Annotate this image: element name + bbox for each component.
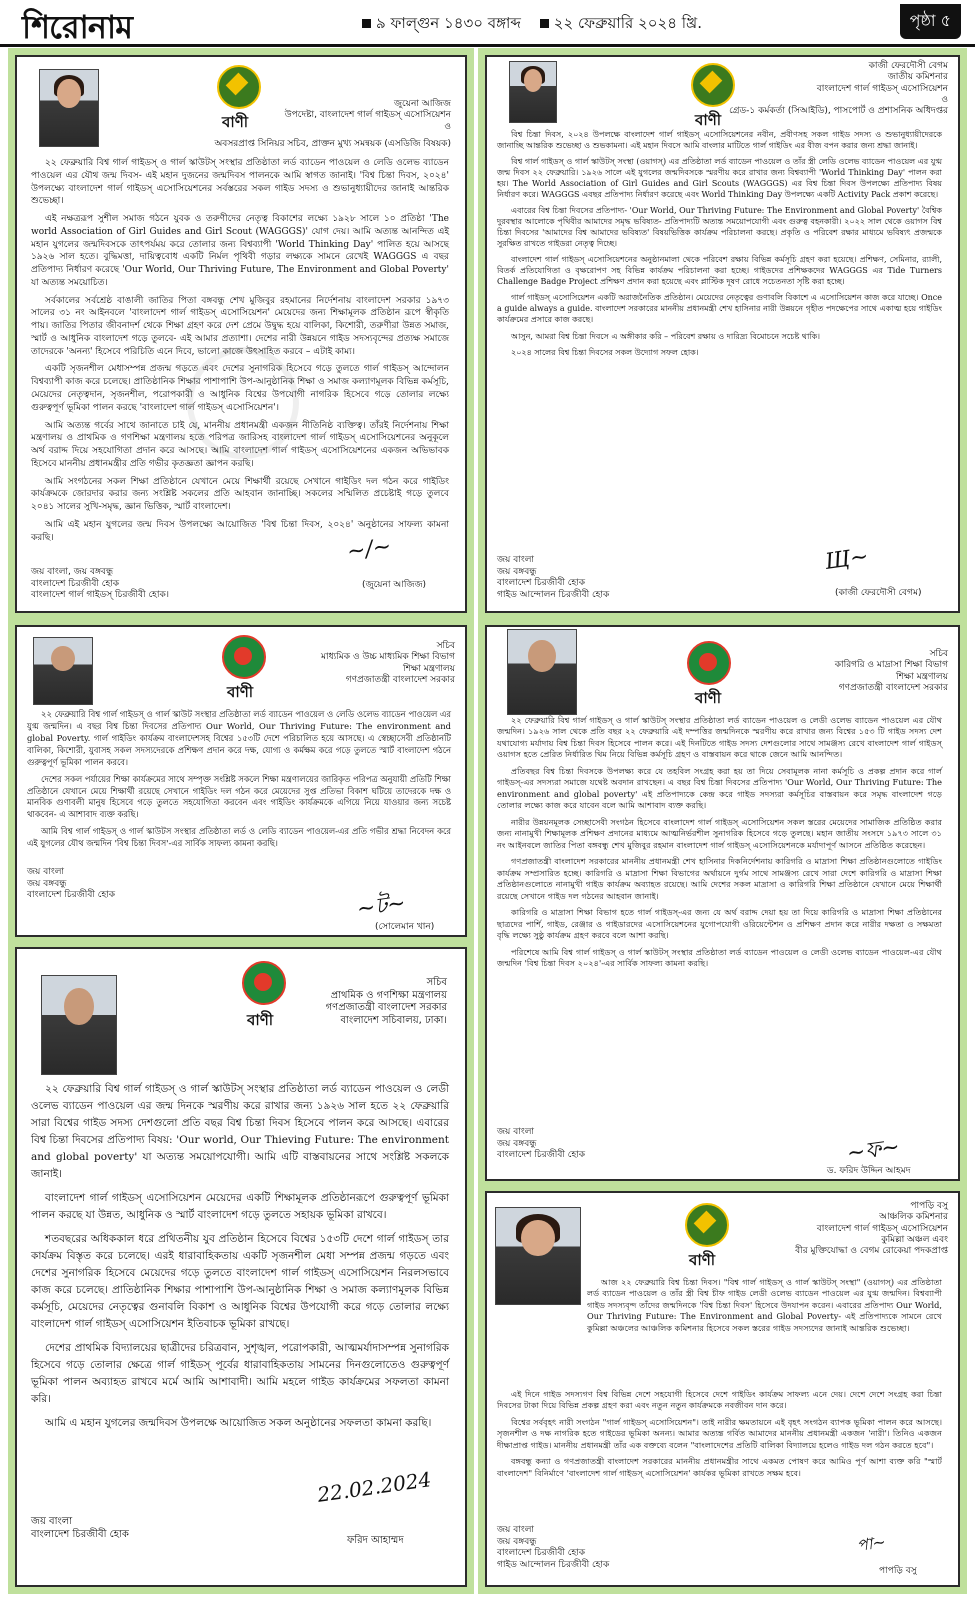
page-number: পৃষ্ঠা ৫ — [900, 4, 961, 39]
author-ministry: প্রাথমিক ও গণশিক্ষা মন্ত্রণালয় — [330, 989, 447, 1001]
paragraph: দেশের সকল পর্যায়ের শিক্ষা কার্যক্রমের সাথে সম্পৃক্ত সংশ্লিষ্ট সকলে শিক্ষা মন্ত্রণালয়ের জারিকৃত পরিপত্র অনুযায়ী প্রতিটি শিক্ষা প্রতিষ্ঠানে যেখানে মেয়ে শিক্ষার্থী রয়েছে সেখানে গাইডিং দল গঠন করে মেয়েদের সুপ্ত প্রতিভা বিকাশ ঘটিয়ে তাদেরকে দক্ষ ও মানবিক গুণাবলী মানুষ হিসেবে গড়ে তুলতে সহযোগিতা করবেন এবং গাইডিং কার্যক্রমকে এগিয়ে নিয়ে যাওয়ার জন্য সচেষ্ট থাকবেন- এ আশাবাদ ব্যক্ত করছি। — [27, 773, 451, 820]
author-ministry: শিক্ষা মন্ত্রণালয় — [403, 663, 455, 674]
closing-line: জয় বঙ্গবন্ধু — [27, 878, 67, 889]
message-card-1 — [8, 48, 474, 620]
closing-lines — [497, 1127, 585, 1162]
signature-scribble: ~/~ — [345, 534, 393, 565]
bullet-icon — [540, 19, 549, 28]
author-government: গণপ্রজাতন্ত্রী বাংলাদেশ সরকার — [838, 682, 948, 693]
paragraph: আমি এ মহান যুগলের জন্মদিবস উপলক্ষে আয়োজিত সকল অনুষ্ঠানের সফলতা কামনা করছি। — [45, 1417, 432, 1429]
paragraph: এবারের বিশ্ব চিন্তা দিবসের প্রতিপাদ্য- 'Our World, Our Thriving Future: The Environment and Global Poverty' বৈশ্বিক দুরবস্থার আলোকে পৃথিবীর আমাদের সমৃদ্ধ ভবিষ্যত- প্রতিপাদ্যটি অত্যন্ত সময়োপযোগী এবং গুরুত্ব বহনকারী। ২০২২ সাল থেকে ওয়াগস বিশ্ব চিন্তা দিবসের 'আমাদের বিশ্ব আমাদের ভবিষ্যত' বিষয়ভিত্তিক কার্যক্রম পরিচালনা করছে। প্রকৃতি ও পরিবেশ রক্ষার মাধ্যমে ভবিষ্যৎ প্রজন্মকে সুরক্ষিত রাখতে গাইডরা নেতৃত্ব দিচ্ছে। — [497, 206, 942, 249]
author-region: কুমিল্লা অঞ্চল এবং — [881, 1234, 948, 1245]
paragraph: এই দিনে গাইড সদস্যগণ বিশ্ব বিভিন্ন দেশে সহযোগী হিসেবে দেশে গাইডিং কার্যক্রম সাফল্য এনে দেয়। দেশে দেশে সংগ্রহ করা চিন্তা দিবসের টাকা দিয়ে বিভিন্ন প্রকল্প গ্রহণ করা এবং নতুন নতুন কার্যক্রমকে নবজীবন দান করে। — [497, 1389, 942, 1411]
author-title: সচিব — [436, 641, 455, 651]
author-ministry: শিক্ষা মন্ত্রণালয় — [896, 671, 948, 682]
signatory-name: ফরিদ আহাম্মদ — [347, 1535, 404, 1546]
closing-lines — [497, 1525, 609, 1572]
date-gregorian: ২২ ফেব্রুয়ারি ২০২৪ খ্রি. — [553, 14, 702, 32]
author-designation — [321, 641, 455, 686]
closing-line: জয় বাংলা, জয় বঙ্গবন্ধু — [31, 567, 114, 577]
author-address: বাংলাদেশ সচিবালয়, ঢাকা। — [340, 1014, 447, 1026]
closing-lines — [27, 867, 115, 902]
message-card-2 — [478, 48, 967, 620]
meta-line: ও — [444, 121, 451, 132]
signature-scribble: পা~ — [855, 1532, 887, 1555]
paragraph: নারীর উন্নয়নমূলক সেচ্ছাসেবী সংগঠন হিসেবে বাংলাদেশ গার্ল গাইডস্ এসোসিয়েশন সকল স্তরের মেয়েদের সামাজিক প্রতিষ্ঠিত করার জন্য নানামুখী শিক্ষামূলক প্রশিক্ষণ প্রদানের মাধ্যমে আত্মনির্ভরশীল সুনাগরিক হিসেবে গড়ে তুলছে। মহান জাতীয় সংসদে ১৯৭৩ সালে ৩১ নং আইনবলে জাতির পিতা বঙ্গবন্ধু শেখ মুজিবুর রহমান বাংলাদেশ গার্ল গাইডস্ এসোসিয়েশনকে মর্যাদাপূর্ণ আসনে প্রতিষ্ঠিত করেছেন। — [497, 816, 942, 850]
paragraph: বিশ্ব চিন্তা দিবস, ২০২৪ উপলক্ষে বাংলাদেশ গার্ল গাইডস্ এসোসিয়েশনের নবীন, প্রবীণসহ সকল গাইড সদস্য ও শুভানুধ্যায়ীদেরকে জানাচ্ছি আন্তরিক শুভেচ্ছা ও শুভকামনা। এই মহান দিবসে আমি বাংলার মাটিতে গার্ল গাইডিং এর বীজ বপন করার জন্য শ্রদ্ধা জানাই। — [497, 130, 942, 151]
paragraph: আসুন, আমরা বিশ্ব চিন্তা দিবসে এ অঙ্গীকার করি – পরিবেশ রক্ষায় ও দারিদ্র্য বিমোচনে সচেষ্ট থাকি। — [511, 331, 821, 341]
author-designation-2 — [215, 139, 451, 150]
author-org: বাংলাদেশ গার্ল গাইডস্ এসোসিয়েশন — [816, 1223, 948, 1234]
date-bangla: ৯ ফাল্গুন ১৪৩০ বঙ্গাব্দ — [376, 14, 521, 32]
message-heading: বাণী — [695, 689, 722, 707]
paragraph: বিশ্বের সর্ববৃহৎ নারী সংগঠন "গার্ল গাইডস্ এসোসিয়েশন"। তাই নারীর ক্ষমতায়নে এই বৃহৎ সংগঠন ব্যাপক ভূমিকা পালন করে আসছে। সৃজনশীল ও দক্ষ নাগরিক হতে গাইডের ভূমিকা অনন্য। আমার অত্যন্ত গর্বিত আমাদের মাননীয় প্রধানমন্ত্রী একজন 'নারী'। তিনিও একজন দীক্ষাপ্রাপ্ত গাইড। মাননীয় প্রধানমন্ত্রী তাঁর এক বক্তব্যে বলেন "বাংলাদেশের প্রতিটি বালিকা বিদ্যালয়ে হলেও গাইড দল গঠন করতে হবে"। — [497, 1416, 942, 1450]
message-body — [587, 1277, 942, 1339]
portrait-photo — [33, 637, 93, 705]
portrait-photo — [509, 61, 557, 123]
author-government: গণপ্রজাতন্ত্রী বাংলাদেশ সরকার — [325, 1002, 447, 1013]
author-subtitle: গ্রেড-১ কর্মকর্তা (সিআইডি), পাসপোর্ট ও প্রশাসনিক অধিদপ্তর — [729, 106, 948, 116]
paragraph: সর্বকালের সর্বশ্রেষ্ঠ বাঙালী জাতির পিতা বঙ্গবন্ধু শেখ মুজিবুর রহমানের নির্দেশনায় বাংলাদেশ সরকার ১৯৭৩ সালের ৩১ নং আইনবলে 'বাংলাদেশ গার্ল গাইডস্ এসোসিয়েশন' মেয়েদের জন্য শিক্ষামূলক প্রতিষ্ঠান রূপে স্বীকৃতি পায়। জাতির পিতার জীবনাদর্শ থেকে শিক্ষা গ্রহণ করে দেশ প্রেমে উদ্বুদ্ধ হয়ে বালিকা, কিশোরী, তরুণীরা উন্নত সমাজ, স্মার্ট ও আধুনিক বাংলাদেশ গড়ে তুলবে- এই আমার প্রত্যাশা। দেশের নারী উন্নয়নে গাইড সদস্যবৃন্দের প্রত্যক্ষ সমাজে তাদেরকে 'অনন্য' হিসেবে পরিচিতি এনে দিবে, ভালো কাজে উৎসাহিত করবে – এটাই কাম্য। — [31, 295, 449, 357]
author-designation — [326, 977, 447, 1027]
closing-line: বাংলাদেশ চিরজীবী হোক — [497, 1150, 586, 1161]
paragraph: ২২ ফেব্রুয়ারি বিশ্ব গার্ল গাইডস্ ও গার্ল স্কাউটস্ সংস্থার প্রতিষ্ঠাতা লর্ড ব্যাডেন পাওয়েল ও লেডী ওলেভ ব্যাডেন পাওয়েল এর যৌথ জন্মদিন। ১৯২৬ সাল থেকে প্রতি বছর ২২ ফেব্রুয়ারি এই দম্পত্তির জন্মদিনকে স্মরণীয় করে রাখার জন্য বিশ্বের ১৫৩ টি গাইড সদস্য দেশ যথাযোগ্য মর্যাদায় বিশ্ব চিন্তা দিবস হিসেবে পালন করে। এই দিনটিতে গাইড সদস্য দেশগুলোর সাথে সামঞ্জস্য রেখে বাংলাদেশ গার্ল গাইডস্ ওয়াগস হতে প্রেরিত নির্ধারিত থিম নিয়ে বিভিন্ন কর্মসূচি গ্রহণ ও বাস্তবায়ন করে থাকে জেনে আমি আনন্দিত। — [497, 715, 942, 760]
government-emblem-icon — [687, 641, 731, 685]
author-honour: বীর মুক্তিযোদ্ধা ও বেগম রোকেয়া পদকপ্রাপ্ত — [795, 1246, 948, 1256]
signatory-name: (সোলেমান খান) — [375, 922, 435, 932]
message-body — [497, 129, 942, 363]
portrait-photo — [41, 975, 117, 1075]
author-division: কারিগরি ও মাদ্রাসা শিক্ষা বিভাগ — [834, 660, 948, 671]
author-title: সচিব — [929, 649, 948, 659]
government-emblem-icon — [242, 961, 286, 1005]
signature-scribble: ~ট~ — [355, 890, 408, 923]
paragraph: বিশ্ব গার্ল গাইডস্ ও গার্ল স্কাউটস্ সংস্থা (ওয়াগস্) এর প্রতিষ্ঠাতা লর্ড ব্যাডেন পাওয়েল ও তাঁর স্ত্রী লেডি ওলেভ ব্যাডেন পাওয়েল এর যুগ্ম জন্ম দিবস ২২ ফেব্রুয়ারি। ১৯২৬ সালে এই যুগলের জন্মদিবসকে স্মরণীয় করে রাখার জন্য বিশ্বব্যাপী 'World Thinking Day' পালন করা হয়। The World Association of Girl Guides and Girl Scouts (WAGGGS) এর বিশ্ব চিন্তা দিবস উপলক্ষ্যে প্রতিপাদ্য বিষয় নির্ধারণ করে। WAGGGS এবছর প্রতিপাদ্য নির্ধারণ করেছে এবং World Thinking Day উপলক্ষ্যে একটি Activity Pack প্রকাশ করেছে। — [497, 157, 942, 200]
closing-line: বাংলাদেশ চিরজীবী হোক — [31, 578, 120, 589]
portrait-photo — [39, 69, 99, 147]
closing-line: জয় বাংলা — [497, 555, 535, 565]
paragraph: ২২ ফেব্রুয়ারি বিশ্ব গার্ল গাইডস্ ও গার্ল স্কাউটস্ সংস্থার প্রতিষ্ঠাতা লর্ড ব্যাডেন পাওয়েল ও লেডী ওলেভ ব্যাডেন পাওয়েল এর জন্ম দিনকে স্মরণীয় করে রাখার জন্য ১৯২৬ সাল হতে ২২ ফেব্রুয়ারি সারা বিশ্বের গাইড সদস্য দেশগুলো প্রতি বছর বিশ্ব চিন্তা দিবস হিসেবে পালন করে আসছে। এবারের বিশ্ব চিন্তা দিবসের প্রতিপাদ্য বিষয়: 'Our world, Our Thieving Future: The environment and global poverty' যা অত্যন্ত সময়োপযোগী। আমি এটি বাস্তবায়নের সাথে সংশ্লিষ্ট সকলকে জানাই। — [31, 1083, 449, 1180]
bullet-icon — [362, 19, 371, 28]
paragraph: ২০২৪ সালের বিশ্ব চিন্তা দিবসের সকল উদ্যোগ সফল হোক। — [511, 347, 699, 357]
closing-line: জয় বাংলা — [27, 867, 65, 877]
signature-scribble: ~ফ~ — [845, 1134, 902, 1167]
author-name: পাপড়ি বসু — [910, 1201, 948, 1211]
message-body — [27, 709, 451, 855]
meta-line: ও — [941, 94, 948, 105]
paragraph: ২২ ফেব্রুয়ারি বিশ্ব গার্ল গাইডস্ ও গার্ল স্কাউট সংস্থার প্রতিষ্ঠাতা লর্ড ব্যাডেন পাওয়েল ও লেডি ওলেভ ব্যাডেন পাওয়েল এর যুগ্ম জন্মদিন। এ বছর বিশ্ব চিন্তা দিবসের প্রতিপাদ্য Our World, Our Thriving Future: The environment and global Poverty. গার্ল গাইডিং কার্যক্রম বাংলাদেশসহ বিশ্বের ১৫৩টি দেশে পরিচালিত হয়ে আসছে। এ স্বেচ্ছাসেবী প্রতিষ্ঠানটি বালিকা, কিশোরী, যুবাসহ সকল সদস্যদেরকে প্রশিক্ষণ প্রদান করে দক্ষ, যোগ্য ও কর্মক্ষম করে গড়ে তুলতে স্মার্ট বাংলাদেশ গঠনে গুরুত্বপূর্ণ ভূমিকা পালন করবে। — [27, 709, 451, 767]
message-card-3 — [8, 618, 474, 944]
author-title: আঞ্চলিক কমিশনার — [879, 1212, 948, 1223]
guide-emblem-icon — [685, 1203, 729, 1247]
closing-line: জয় বঙ্গবন্ধু — [497, 566, 537, 577]
closing-line: জয় বাংলা — [497, 1525, 535, 1535]
closing-lines — [31, 567, 169, 602]
closing-line: জয় বঙ্গবন্ধু — [497, 1536, 537, 1547]
paragraph: বাংলাদেশ গার্ল গাইডস্ এসোসিয়েশনের অনুষ্ঠানমালা থেকে পরিবেশ রক্ষায় বিভিন্ন কর্মসূচি গ্রহণ করা হয়েছে। প্রশিক্ষণ, সেমিনার, র‍্যালী, বিতর্ক প্রতিযোগিতা ও বৃক্ষরোপণ সহ বিভিন্ন কার্যক্রম পরিচালনা করা হচ্ছে। গাইডদের প্রশিক্ষকদের WAGGGS এর Tide Turners Challenge Badge Project প্রশিক্ষণ প্রদান করা হয়েছে এবং প্লাস্টিক দূষণ রোধে সচেতনতা সৃষ্টি করা হচ্ছে। — [497, 255, 942, 287]
author-name: কাজী ফেরদৌসী বেগম — [868, 61, 948, 71]
paragraph: গণপ্রজাতন্ত্রী বাংলাদেশ সরকারের মাননীয় প্রধানমন্ত্রী শেখ হাসিনার দিকনির্দেশনায় কারিগরি ও মাদ্রাসা শিক্ষা প্রতিষ্ঠানগুলোতে গাইডিং কার্যক্রম সম্প্রসারিত হচ্ছে। কারিগরি ও মাদ্রাসা শিক্ষা বিভাগের অর্থায়নে দুর্গম সাথে সামঞ্জস্য রেখে সারা দেশে কারিগরি ও মাদ্রাসা শিক্ষা প্রতিষ্ঠানগুলোতে নানামুখী গাইড কার্যক্রম অব্যাহত রয়েছে। আমি দেশের সকল মাদ্রাসা ও কারিগরি শিক্ষা প্রতিষ্ঠানে যেখানে মেয়ে শিক্ষার্থী রয়েছে সেখানে গাইড দল গঠনের আহবান জানাই। — [497, 856, 942, 901]
closing-line: বাংলাদেশ চিরজীবী হোক — [497, 1548, 586, 1559]
paragraph: শতবছরের অধিককাল ধরে প্রথিতনীয় যুব প্রতিষ্ঠান হিসেবে বিশ্বের ১৫৩টি দেশে গার্ল গাইডস্ তার কার্যক্রম বিস্তৃত করে চলেছে। এরই ধারাবাহিকতায় একটি সৃজনশীল মেধা সম্পন্ন প্রজন্ম গড়তে এবং দেশের সুনাগরিক হিসেবে মেয়েদের গড়ে তুলতে বাংলাদেশ গার্ল গাইডস্ এসোসিয়েশন নিরলসভাবে কাজ করে চলেছে। প্রাতিষ্ঠানিক শিক্ষার পাশাপাশি উপ-আনুষ্ঠানিক শিক্ষা ও সমাজ কল্যাণমূলক বিভিন্ন কর্মসূচি, মেয়েদের নেতৃত্বের গুনাবলি বিকাশ ও আধুনিক বিশ্বের উপযোগী করে গড়ে তোলার লক্ষ্যে বাংলাদেশ গার্ল গাইডস্ এসোসিয়েশন ইতিবাচক ভূমিকা রাখছে। — [31, 1233, 449, 1330]
paragraph: আমি অত্যন্ত গর্বের সাথে জানাতে চাই যে, মাননীয় প্রধানমন্ত্রী একজন নীতিনিষ্ঠ ব্যক্তিত্ব। তাঁরই নির্দেশনায় শিক্ষা মন্ত্রণালয় ও প্রাথমিক ও গণশিক্ষা মন্ত্রণালয় হতে পরিপত্র জারিসহ বাংলাদেশ গার্ল গাইডস্ এসোসিয়েশনের অনুকূলে অর্থ বরাদ্দ দিয়ে সহযোগিতা প্রদান করে আসছে। আমি বাংলাদেশ গার্ল গাইডস্ এসোসিয়েশনের একজন অভিভাবক হিসেবে মাননীয় প্রধানমন্ত্রীর প্রতি গভীর কৃতজ্ঞতা জ্ঞাপন করছি। — [31, 420, 449, 469]
author-designation — [729, 61, 948, 117]
message-body-continued — [497, 1389, 942, 1484]
message-card-6 — [478, 1184, 967, 1594]
closing-lines — [497, 555, 609, 602]
author-subtitle: অবসরপ্রাপ্ত সিনিয়র সচিব, প্রাক্তন মুখ্য সমন্বয়ক (এসডিজি বিষয়ক) — [214, 139, 451, 149]
closing-lines — [31, 1515, 129, 1541]
author-org: বাংলাদেশ গার্ল গাইডস্ এসোসিয়েশন — [816, 83, 948, 94]
paragraph: কারিগরি ও মাদ্রাসা শিক্ষা বিভাগ হতে গার্ল গাইডস্-এর জন্য যে অর্থ বরাদ্দ দেয়া হয় তা দিয়ে কারিগরি ও মাদ্রাসা শিক্ষা প্রতিষ্ঠানের ছাত্রদের পার্শি, গাইড, রেঞ্জার ও গাইডারদের এসোসিয়েশনের যুগোপযোগী ওরিয়েন্টেশন ও প্রশিক্ষণ প্রদান করে নারীর দক্ষতা ও সক্ষমতা বৃদ্ধি লক্ষ্যে সুষ্ঠু কার্যক্রম গ্রহণ করবে বলে আশা করছি। — [497, 907, 942, 941]
closing-line: বাংলাদেশ চিরজীবী হোক — [31, 1529, 129, 1540]
message-heading: বাণী — [695, 111, 722, 129]
author-name: জুয়েনা আজিজ — [394, 99, 451, 109]
paragraph: গার্ল গাইডস্ এসোসিয়েশন একটি অরাজনৈতিক প্রতিষ্ঠান। মেয়েদের নেতৃত্বের গুণাবলি বিকাশে এ এসোসিয়েশন কাজ করে যাচ্ছে। Once a guide always a guide. বাংলাদেশ সরকারের মাননীয় প্রধানমন্ত্রী শেখ হাসিনার নারী উন্নয়নে গৃহীত পদক্ষেপের সাথে একাত্ম হয়ে গাইডিং কার্যক্রমের প্রসারে কাজ করছে। — [497, 293, 942, 325]
closing-line: বাংলাদেশ চিরজীবী হোক — [497, 578, 586, 589]
paragraph: বাংলাদেশ গার্ল গাইডস্ এসোসিয়েশন মেয়েদের একটি শিক্ষামূলক প্রতিষ্ঠানরূপে গুরুত্বপূর্ণ ভূমিকা পালন করছে যা উন্নত, আধুনিক ও স্মার্ট বাংলাদেশ গড়ে তুলতে সহায়ক ভূমিকা রাখবে। — [31, 1192, 449, 1221]
masthead — [0, 0, 975, 47]
message-body — [31, 1081, 449, 1439]
author-designation — [795, 1201, 948, 1257]
closing-line: বাংলাদেশ গার্ল গাইডস্ চিরজীবী হোক। — [31, 590, 169, 601]
message-heading: বাণী — [247, 1011, 274, 1029]
signature-scribble: Щ~ — [823, 544, 871, 575]
author-designation — [285, 99, 451, 133]
paragraph: একটি সৃজনশীল মেধাসম্পন্ন প্রজন্ম গড়তে এবং দেশের সুনাগরিক হিসেবে গড়ে তুলতে গার্ল গাইডস্ আন্দোলন বিশ্বব্যাপী কাজ করে চলেছে। প্রাতিষ্ঠানিক শিক্ষার পাশাপাশি উপ-আনুষ্ঠানিক শিক্ষা ও সমাজ কল্যাণমূলক বিভিন্ন কর্মসূচি, মেয়েদের নেতৃত্বদান, সৃজনশীল, পরোপকারী ও আধুনিক বিশ্বের উপযোগী নাগরিক হিসেবে গড়ে তোলার লক্ষ্যে গুরুত্বপূর্ণ ভূমিকা পালন করছে 'বাংলাদেশ গার্ল গাইডস্ এসোসিয়েশন'। — [31, 364, 449, 413]
guide-emblem-icon — [217, 65, 261, 109]
paragraph: বঙ্গবন্ধু কন্যা ও গণপ্রজাতন্ত্রী বাংলাদেশ সরকারের মাননীয় প্রধানমন্ত্রীর সাথে একমত পোষণ করে আমিও পূর্ণ আশা ব্যক্ত করি "স্মার্ট বাংলাদেশ" বিনির্মাণে 'বাংলাদেশ গার্ল গাইডস্ এসোসিয়েশন' কার্যকর ভূমিকা রাখতে সক্ষম হবে। — [497, 1456, 942, 1478]
message-card-4 — [478, 618, 967, 1188]
message-card-5 — [8, 940, 474, 1594]
dateline — [348, 12, 702, 37]
signatory-name: ড. ফরিদ উদ্দিন আহমদ — [827, 1166, 911, 1176]
closing-line: গাইড আন্দোলন চিরজীবী হোক — [497, 1560, 610, 1571]
government-emblem-icon — [222, 635, 266, 679]
paragraph: এই নক্ষত্ররূপ সুশীল সমাজ গঠনে যুবক ও তরুণীদের নেতৃত্ব বিকাশের লক্ষ্যে ১৯২৮ সালে ১০ প্রতিষ্ঠা 'The world Association of Girl Guides and Girl Scout (WAGGGS)' যোগ দেয়। আমি অত্যন্ত আনন্দিত এই মহান যুগলের জন্মদিবসকে তাৎপর্যময় করে তোলার জন্য বিশ্বব্যাপী 'World Thinking Day' পালিত হয়ে আসছে ১৯২৬ সাল হতে। বুদ্ধিমত্তা, দায়িত্ববোধ একটি নির্মল পৃথিবী গড়ার লক্ষ্যকে সামনে রেখেই WAGGGS এ বছর প্রতিপাদ্য নির্ধারণ করেছে 'Our World, Our Thriving Future, The Environment and Global Poverty' যা অত্যন্ত সময়োচিত। — [31, 214, 449, 288]
signatory-name: পাপড়ি বসু — [879, 1566, 917, 1576]
paragraph: আজ ২২ ফেব্রুয়ারি বিশ্ব চিন্তা দিবস। "বিশ্ব গার্ল গাইডস্ ও গার্ল স্কাউটস্ সংস্থা" (ওয়াগস্) এর প্রতিষ্ঠাতা লর্ড ব্যাডেন পাওয়েল ও তাঁর স্ত্রী বিশ্ব চীফ গাইড লেডী ওলেভ ব্যাডেন পাওয়েল এর যুগ্ম জন্মদিন। বিশ্বব্যাপী গাইড সদস্যবৃন্দ তাঁদের জন্মদিনকে 'বিশ্ব চিন্তা দিবস' হিসেবে উদযাপন করেন। এবারের প্রতিপাদ্য Our World, Our Thriving Future: The Environment and Global Poverty- এই প্রতিপাদ্যকে সামনে রেখে কুমিল্লা অঞ্চলের আঞ্চলিক কমিশনার হিসেবে সকল স্তরের গাইড সদস্যদের জানাই আন্তরিক শুভেচ্ছা। — [587, 1277, 942, 1333]
signatory-name: (কাজী ফেরদৌসী বেগম) — [835, 588, 922, 598]
closing-line: গাইড আন্দোলন চিরজীবী হোক — [497, 590, 610, 601]
message-heading: বাণী — [227, 683, 254, 701]
signature-date: 22.02.2024 — [315, 1467, 433, 1507]
signatory-name: (জুয়েনা আজিজ) — [362, 580, 427, 590]
closing-line: বাংলাদেশ চিরজীবী হোক — [27, 890, 116, 901]
message-body — [31, 157, 449, 549]
closing-line: জয় বাংলা — [31, 1516, 73, 1527]
author-title: উপদেষ্টা, বাংলাদেশ গার্ল গাইডস্ এসোসিয়েশন — [284, 110, 451, 121]
closing-line: জয় বঙ্গবন্ধু — [497, 1138, 537, 1149]
author-title: সচিব — [426, 977, 447, 988]
paragraph: আমি সংগঠনের সকল শিক্ষা প্রতিষ্ঠানে যেখানে মেয়ে শিক্ষার্থী রয়েছে সেখানে গাইডিং দল গঠন করে গাইডিং কার্যক্রমকে জোরদার করার জন্য সংশ্লিষ্ট সকলের প্রতি আহবান জানাচ্ছি। সকলের সম্মিলিত প্রচেষ্টাই গড়ে তুলবে ২০৪১ সালের সুখি-সমৃদ্ধ, জ্ঞান ভিত্তিক, স্মার্ট বাংলাদেশ। — [31, 476, 449, 513]
paragraph: আমি এই মহান যুগলের জন্ম দিবস উপলক্ষ্যে আয়োজিত 'বিশ্ব চিন্তা দিবস, ২০২৪' অনুষ্ঠানের সাফল্য কামনা করছি। — [31, 519, 449, 543]
author-division: মাধ্যমিক ও উচ্চ মাধ্যমিক শিক্ষা বিভাগ — [320, 652, 455, 663]
author-government: গণপ্রজাতন্ত্রী বাংলাদেশ সরকার — [345, 674, 455, 685]
paragraph: আমি বিশ্ব গার্ল গাইডস্ ও গার্ল স্কাউটস সংস্থার প্রতিষ্ঠাতা লর্ড ও লেডি ব্যাডেন পাওয়েল-এর প্রতি গভীর শ্রদ্ধা নিবেদন করে এই যুগলের যৌথ জন্মদিন 'বিশ্ব চিন্তা দিবস'-এর সার্বিক সাফল্য কামনা করছি। — [27, 826, 451, 849]
message-heading: বাণী — [689, 1251, 716, 1269]
message-heading: বাণী — [222, 113, 249, 131]
closing-line: জয় বাংলা — [497, 1127, 535, 1137]
portrait-photo — [495, 1207, 581, 1305]
portrait-photo — [507, 629, 577, 715]
paragraph: প্রতিবছর বিশ্ব চিন্তা দিবসকে উপলক্ষ্য করে যে তহবিল সংগ্রহ করা হয় তা দিয়ে সেবামূলক নানা কর্মসূচি ও প্রকল্প প্রদান করে গার্ল গাইডস্-এর সদস্যরা সমাজে যথেষ্ট অবদান রাখছেন। এ বছর বিশ্ব চিন্তা দিবসের প্রতিপাদ্য 'Our World, Our Thriving Future: The environment and global poverty' এই প্রতিপাদ্যকে কেন্দ্র করে গাইড সদস্যরা কর্মসূচির বাস্তবায়ন করে সমৃদ্ধ বাংলাদেশ গড়ে তোলার লক্ষ্যে কাজ করে যাবেন বলে আমি আশাবাদ ব্যক্ত করছি। — [497, 765, 942, 811]
publication-logo: শিরোনাম — [22, 8, 132, 46]
author-title: জাতীয় কমিশনার — [887, 72, 948, 83]
paragraph: ২২ ফেব্রুয়ারি বিশ্ব গার্ল গাইডস্ ও গার্ল স্কাউটস্ সংস্থার প্রতিষ্ঠাতা লর্ড ব্যাডেন পাওয়েল ও লেডি ওলেভ ব্যাডেন পাওয়েল এর যৌথ জন্ম দিবস- এই মহান দুজনের জন্মদিবস পালনকে আমি স্বাগত জানাই। 'বিশ্ব চিন্তা দিবস, ২০২৪' উপলক্ষ্যে বাংলাদেশ গার্ল গাইডস্ এসোসিয়েশনের সর্বস্তরের সকল গাইড সদস্য ও শুভানুধ্যায়ীদের জানাই আন্তরিক শুভেচ্ছা। — [31, 158, 449, 207]
author-designation — [835, 649, 948, 694]
paragraph: পরিশেষে আমি বিশ্ব গার্ল গাইডস্ ও গার্ল স্কাউটস্ সংস্থার প্রতিষ্ঠাতা লর্ড ব্যাডেন পাওয়েল ও লেডী ওলেভ ব্যাডেন পাওয়েল-এর যৌথ জন্মদিন 'বিশ্ব চিন্তা দিবস ২০২৪'-এর সার্বিক সাফল্য কামনা করছি। — [497, 946, 942, 969]
paragraph: দেশের প্রাথমিক বিদ্যালয়ের ছাত্রীদের চরিত্রবান, সুশৃঙ্খল, পরোপকারী, আত্মমর্যাদাসম্পন্ন সুনাগরিক হিসেবে গড়ে তোলার ক্ষেত্রে গার্ল গাইডস্ পূর্বের ধারাবাহিকতায় সামনের দিনগুলোতেও গুরুত্বপূর্ণ ভূমিকা পালন অব্যাহত রাখবে মর্মে আমি আশাবাদী। আমি মহলে গাইড কার্যক্রমের সফলতা কামনা করি। — [31, 1342, 449, 1405]
message-body — [497, 715, 942, 975]
